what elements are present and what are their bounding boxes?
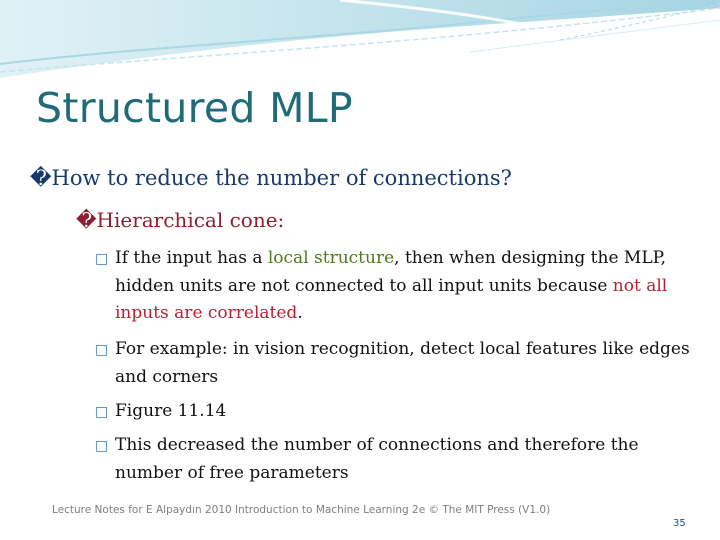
square-bullet-icon xyxy=(95,438,108,454)
slide-title: Structured MLP xyxy=(36,84,353,132)
bullet-level2-text: Hierarchical cone: xyxy=(96,208,285,232)
bullet-text: . xyxy=(297,303,303,323)
bullet-text: If the input has a xyxy=(115,248,268,268)
bullet-item-4: This decreased the number of connections and therefore the number of free parameters xyxy=(115,435,639,483)
square-bullet-icon xyxy=(95,251,108,267)
missing-glyph-icon: � xyxy=(30,166,52,190)
bullet-level1-text: How to reduce the number of connections? xyxy=(51,166,512,190)
footer-citation: Lecture Notes for E Alpaydın 2010 Introduction to Machine Learning 2e © The MIT Press (V1.0) xyxy=(52,504,551,516)
square-bullet-icon xyxy=(95,342,108,358)
bullet-item-2: For example: in vision recognition, detect local features like edges and corners xyxy=(115,339,690,387)
page-number: 35 xyxy=(673,518,686,529)
bullet-item-1 xyxy=(115,245,695,328)
missing-glyph-icon: � xyxy=(76,208,97,232)
bullet-text: , then when designing the MLP, hidden units are not connected to all input units because xyxy=(115,248,667,296)
bullet-level2 xyxy=(76,208,284,232)
square-bullet-icon xyxy=(95,404,108,420)
bullet-level1 xyxy=(30,166,512,190)
highlight-local-structure: local structure xyxy=(267,248,395,268)
header-wave-decoration xyxy=(0,0,720,90)
bullet-item-3: Figure 11.14 xyxy=(115,401,227,421)
highlight-not-all-correlated: not all inputs are correlated xyxy=(115,275,668,323)
